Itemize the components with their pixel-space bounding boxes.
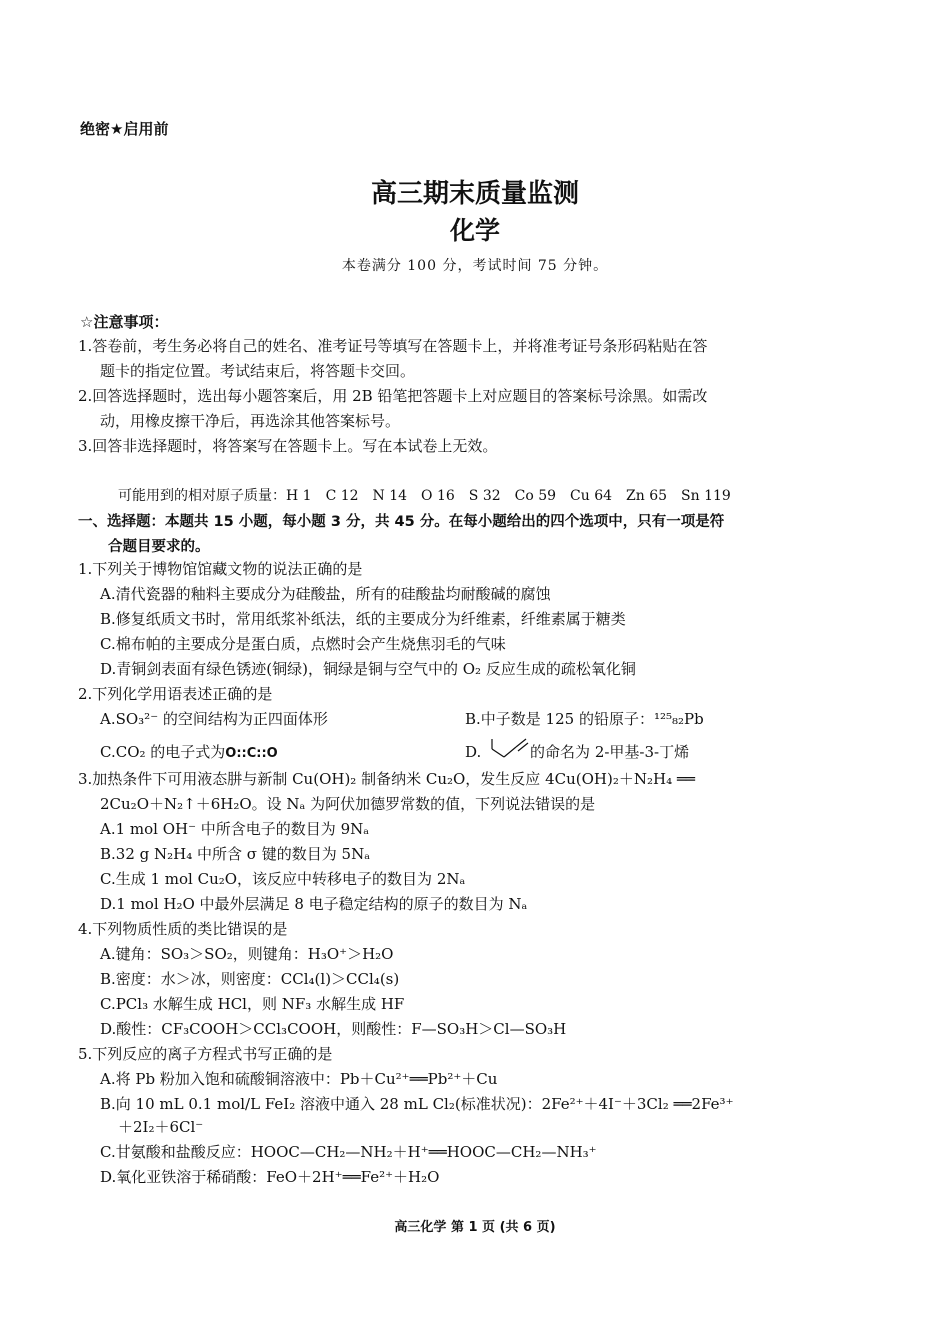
q1-option-a: A.清代瓷器的釉料主要成分为硅酸盐，所有的硅酸盐均耐酸碱的腐蚀 [100,585,551,603]
question-5-stem: 5.下列反应的离子方程式书写正确的是 [78,1045,333,1063]
question-3-stem: 3.加热条件下可用液态肼与新制 Cu(OH)₂ 制备纳米 Cu₂O，发生反应 4Cu(OH)₂＋N₂H₄ ══ [78,770,695,788]
q5-option-b-cont: ＋2I₂＋6Cl⁻ [118,1118,204,1136]
subject-title: 化学 [449,216,500,245]
q2-option-c-text: C.CO₂ 的电子式为 [100,743,226,761]
atomic-masses: 可能用到的相对原子质量：H 1 C 12 N 14 O 16 S 32 Co 59 Cu 64 Zn 65 Sn 119 [118,488,731,504]
notice-item-2-cont: 动，用橡皮擦干净后，再选涂其他答案标号。 [100,412,401,430]
q2-option-b: B.中子数是 125 的铅原子：¹²⁵₈₂Pb [465,710,704,728]
exam-info: 本卷满分 100 分，考试时间 75 分钟。 [341,258,609,274]
q1-option-c: C.棉布帕的主要成分是蛋白质，点燃时会产生烧焦羽毛的气味 [100,635,506,653]
question-1-stem: 1.下列关于博物馆馆藏文物的说法正确的是 [78,560,363,578]
q4-option-d: D.酸性：CF₃COOH＞CCl₃COOH，则酸性：F—SO₃H＞Cl—SO₃H [100,1020,567,1038]
co2-electron-formula: O::C::O [225,746,278,761]
q2-option-d [465,741,689,762]
q1-option-d: D.青铜剑表面有绿色锈迹(铜绿)，铜绿是铜与空气中的 O₂ 反应生成的疏松氧化铜 [100,660,636,678]
section-heading: 一、选择题：本题共 15 小题，每小题 3 分，共 45 分。在每小题给出的四个选项中，只有一项是符 [78,514,725,530]
q4-option-b: B.密度：水＞冰，则密度：CCl₄(l)＞CCl₄(s) [100,970,400,988]
q4-option-a: A.键角：SO₃＞SO₂，则键角：H₃O⁺＞H₂O [100,945,394,963]
notice-title: ☆注意事项： [80,313,169,331]
secret-label: 绝密★启用前 [80,120,169,138]
q5-option-b: B.向 10 mL 0.1 mol/L FeI₂ 溶液中通入 28 mL Cl₂(标准状况)：2Fe²⁺＋4I⁻＋3Cl₂ ══2Fe³⁺ [100,1095,734,1113]
q3-option-c: C.生成 1 mol Cu₂O，该反应中转移电子的数目为 2Nₐ [100,870,466,888]
q5-option-a: A.将 Pb 粉加入饱和硫酸铜溶液中：Pb＋Cu²⁺══Pb²⁺＋Cu [100,1070,498,1088]
q1-option-b: B.修复纸质文书时，常用纸浆补纸法，纸的主要成分为纤维素，纤维素属于糖类 [100,610,626,628]
q4-option-c: C.PCl₃ 水解生成 HCl，则 NF₃ 水解生成 HF [100,995,405,1013]
q3-option-d: D.1 mol H₂O 中最外层满足 8 电子稳定结构的原子的数目为 Nₐ [100,895,528,913]
section-heading-cont: 合题目要求的。 [108,539,210,555]
q2-option-a: A.SO₃²⁻ 的空间结构为正四面体形 [100,710,328,728]
notice-item-3: 3.回答非选择题时，将答案写在答题卡上。写在本试卷上无效。 [78,437,498,455]
exam-title: 高三期末质量监测 [370,179,579,209]
q3-option-b: B.32 g N₂H₄ 中所含 σ 键的数目为 5Nₐ [100,845,371,863]
question-3-stem-cont: 2Cu₂O＋N₂↑＋6H₂O。设 Nₐ 为阿伏加德罗常数的值，下列说法错误的是 [100,795,596,813]
notice-item-2: 2.回答选择题时，选出每小题答案后，用 2B 铅笔把答题卡上对应题目的答案标号涂黑。如需改 [78,387,708,405]
notice-item-1-cont: 题卡的指定位置。考试结束后，将答题卡交回。 [100,362,416,380]
q5-option-c: C.甘氨酸和盐酸反应：HOOC—CH₂—NH₂＋H⁺══HOOC—CH₂—NH₃⁺ [100,1143,597,1161]
skeletal-structure-icon [486,735,530,761]
page-footer: 高三化学 第 1 页 (共 6 页) [394,1220,556,1235]
q3-option-a: A.1 mol OH⁻ 中所含电子的数目为 9Nₐ [100,820,370,838]
question-4-stem: 4.下列物质性质的类比错误的是 [78,920,288,938]
q5-option-d: D.氧化亚铁溶于稀硝酸：FeO＋2H⁺══Fe²⁺＋H₂O [100,1168,440,1186]
question-2-stem: 2.下列化学用语表述正确的是 [78,685,273,703]
q2-option-c [100,741,278,762]
q2-option-d-text: 的命名为 2-甲基-3-丁烯 [530,743,690,761]
q2-option-d-label: D. [465,743,482,761]
notice-item-1: 1.答卷前，考生务必将自己的姓名、准考证号等填写在答题卡上，并将准考证号条形码粘贴在答 [78,337,708,355]
